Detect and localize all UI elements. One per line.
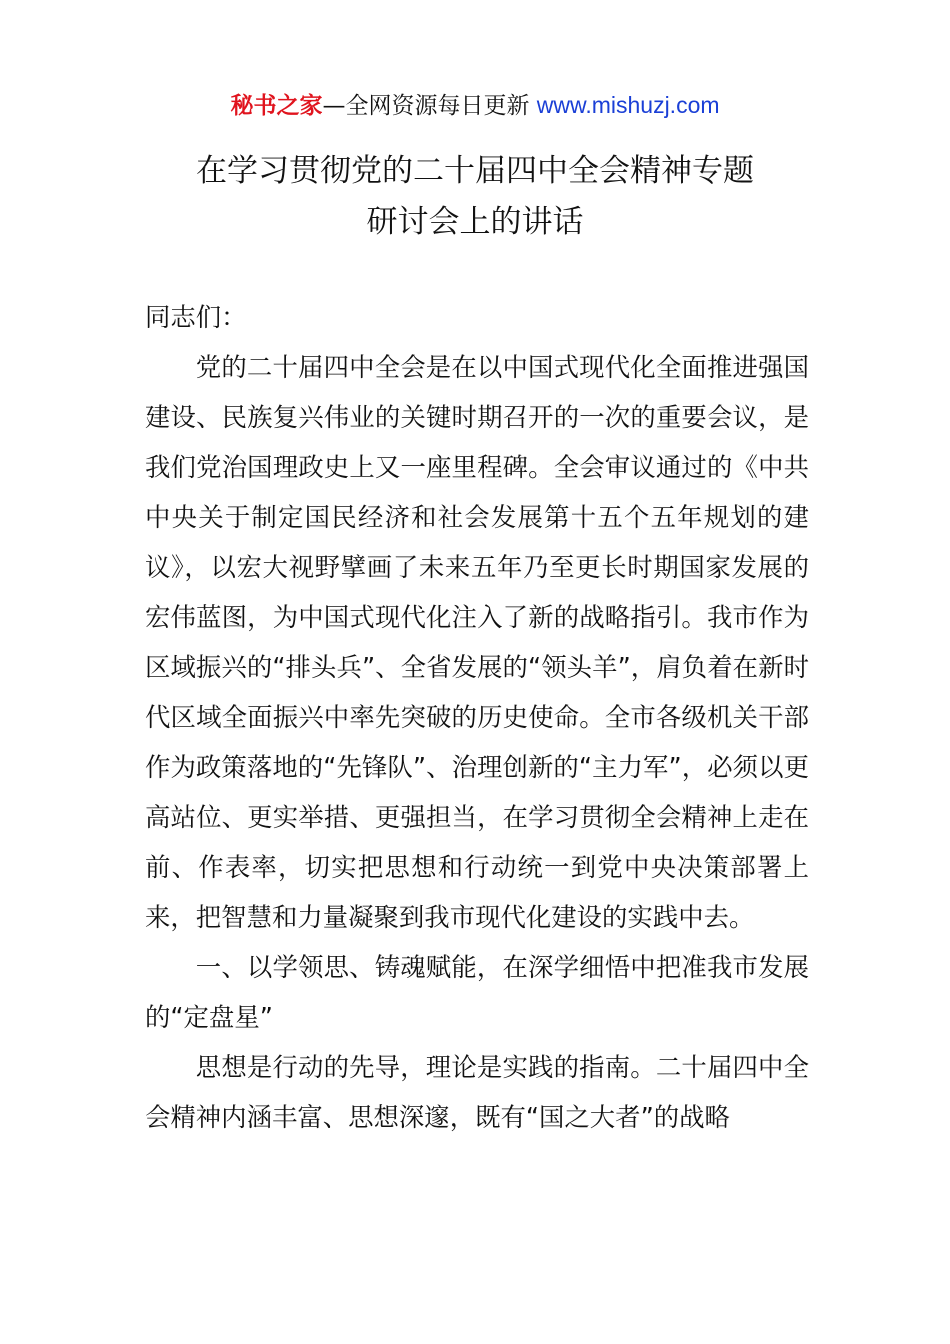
site-header bbox=[0, 88, 950, 123]
site-slogan: —全网资源每日更新 bbox=[322, 93, 537, 119]
salutation: 同志们： bbox=[145, 302, 247, 332]
paragraph-section-1: 思想是行动的先导，理论是实践的指南。二十届四中全会精神内涵丰富、思想深邃，既有“国之大者”的战略 bbox=[145, 1052, 809, 1132]
title-line-1: 在学习贯彻党的二十届四中全会精神专题 bbox=[196, 153, 754, 189]
document-title bbox=[0, 146, 950, 248]
paragraph-intro: 党的二十届四中全会是在以中国式现代化全面推进强国建设、民族复兴伟业的关键时期召开的一次的重要会议，是我们党治国理政史上又一座里程碑。全会审议通过的《中共中央关于制定国民经济和社会发展第十五个五年规划的建议》，以宏大视野擘画了未来五年乃至更长时期国家发展的宏伟蓝图，为中国式现代化注入了新的战略指引。我市作为区域振兴的“排头兵”、全省发展的“领头羊”，肩负着在新时代区域全面振兴中率先突破的历史使命。全市各级机关干部作为政策落地的“先锋队”、治理创新的“主力军”，必须以更高站位、更实举措、更强担当，在学习贯彻全会精神上走在前、作表率，切实把思想和行动统一到党中央决策部署上来，把智慧和力量凝聚到我市现代化建设的实践中去。 bbox=[145, 352, 809, 932]
title-line-2: 研讨会上的讲话 bbox=[366, 204, 584, 240]
section-heading-1: 一、以学领思、铸魂赋能，在深学细悟中把准我市发展的“定盘星” bbox=[145, 952, 809, 1032]
site-brand: 秘书之家 bbox=[230, 93, 323, 119]
site-url-link[interactable]: www.mishuzj.com bbox=[536, 92, 720, 118]
document-body bbox=[145, 292, 809, 1142]
